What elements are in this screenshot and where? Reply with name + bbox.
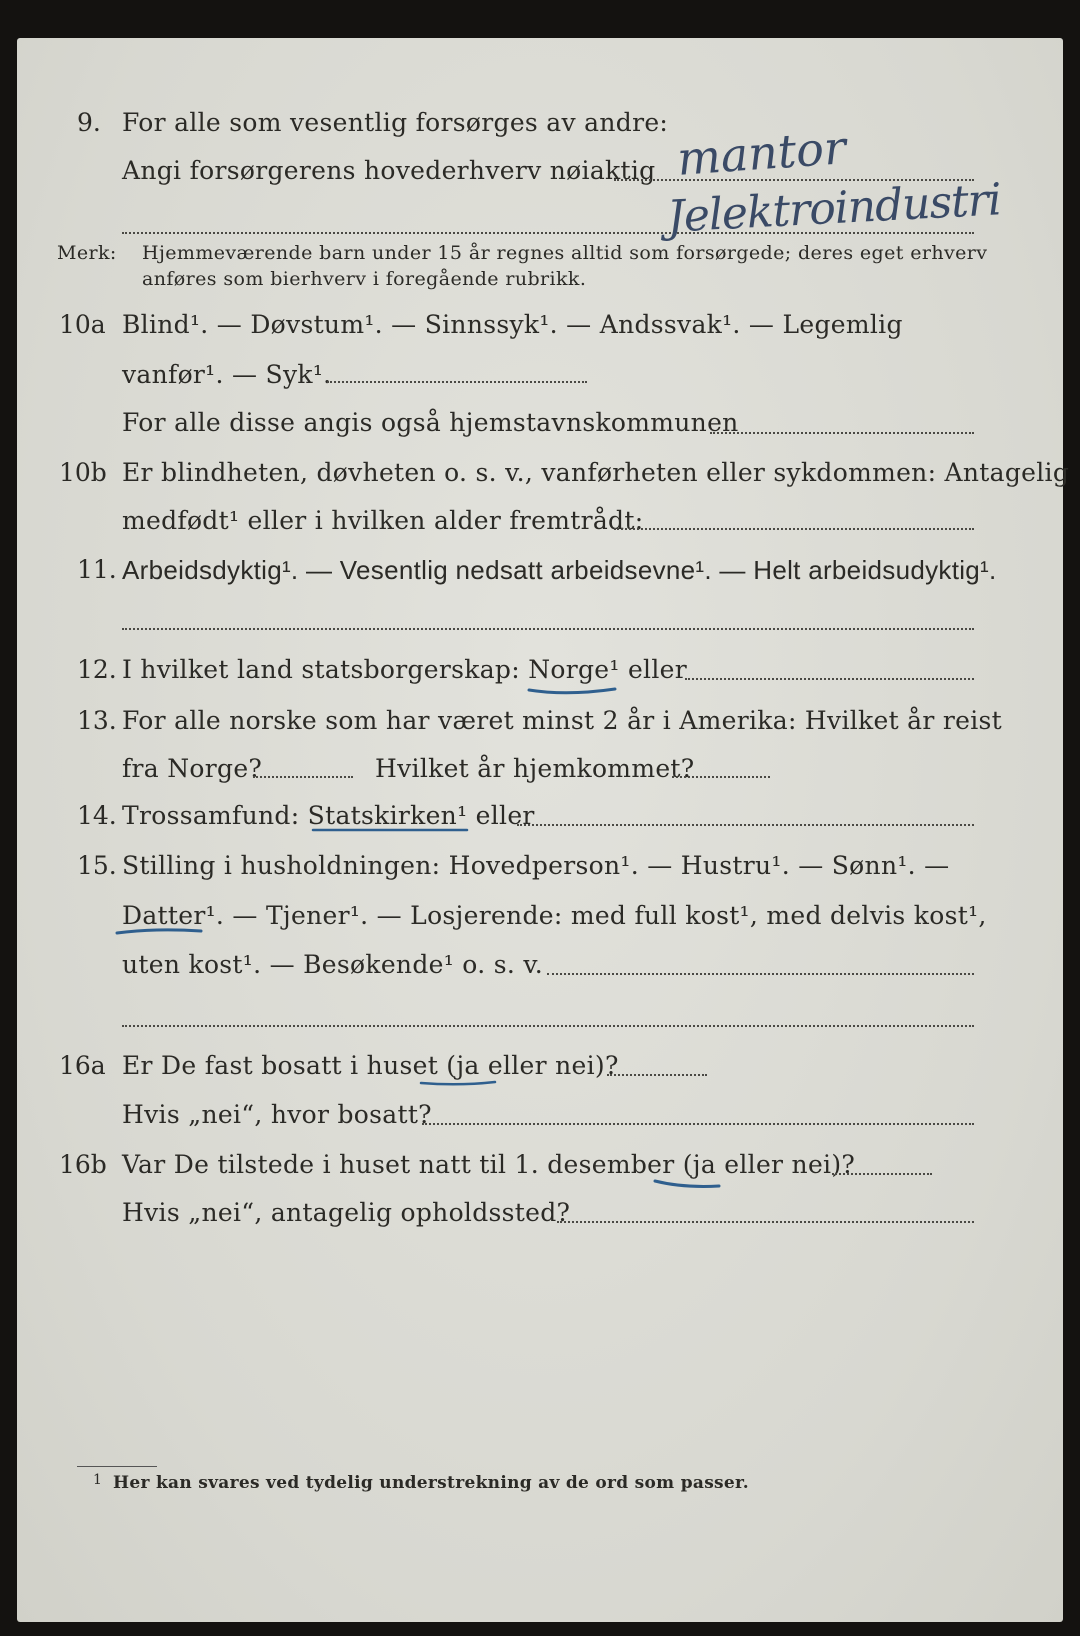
question-12-number: 12. bbox=[77, 655, 117, 684]
question-10a-number: 10a bbox=[59, 310, 106, 339]
question-13-number: 13. bbox=[77, 706, 117, 735]
question-15-line-1: Stilling i husholdningen: Hovedperson¹. — Hustru¹. — Sønn¹. — bbox=[122, 851, 950, 880]
question-13-line-2b: Hvilket år hjemkommet? bbox=[375, 754, 695, 783]
question-16a-line-1: Er De fast bosatt i huset (ja eller nei)? bbox=[122, 1051, 619, 1080]
handwritten-answer-9-line-2: Jelektroindustri bbox=[665, 174, 1003, 243]
question-16a-line-2: Hvis „nei“, hvor bosatt? bbox=[122, 1100, 432, 1129]
question-16b-line-1: Var De tilstede i huset natt til 1. desember (ja eller nei)? bbox=[122, 1150, 856, 1179]
question-13-departure-line bbox=[253, 776, 353, 778]
footnote-mark: 1 bbox=[93, 1472, 103, 1488]
question-9-line-1: For alle som vesentlig forsørges av andre: bbox=[122, 108, 669, 137]
question-12-answer-line bbox=[685, 678, 974, 680]
note-line-1: Hjemmeværende barn under 15 år regnes alltid som forsørgede; deres eget erhverv bbox=[142, 242, 988, 264]
question-16b-number: 16b bbox=[59, 1150, 107, 1179]
question-11-number: 11. bbox=[77, 555, 117, 584]
question-15-extra-line bbox=[122, 1025, 974, 1027]
question-10a-hometown-line bbox=[710, 432, 974, 434]
question-14-answer-line bbox=[517, 824, 974, 826]
note-label: Merk: bbox=[57, 242, 117, 264]
question-14-number: 14. bbox=[77, 801, 117, 830]
question-10b-line-1: Er blindheten, døvheten o. s. v., vanførheten eller sykdommen: Antagelig bbox=[122, 458, 1070, 487]
question-10a-line-3: For alle disse angis også hjemstavnskommunen bbox=[122, 408, 739, 437]
question-10a-answer-line bbox=[327, 381, 587, 383]
question-15-answer-line bbox=[547, 973, 974, 975]
question-9-number: 9. bbox=[77, 108, 101, 137]
question-16b-stay-line bbox=[557, 1221, 974, 1223]
question-10b-line-2: medfødt¹ eller i hvilken alder fremtrådt: bbox=[122, 506, 644, 535]
question-10b-number: 10b bbox=[59, 458, 107, 487]
question-16b-line-2: Hvis „nei“, antagelig opholdssted? bbox=[122, 1198, 571, 1227]
question-12-line-1: I hvilket land statsborgerskap: Norge¹ eller bbox=[122, 655, 687, 684]
underline-datter bbox=[115, 925, 205, 939]
question-15-line-2: Datter¹. — Tjener¹. — Losjerende: med full kost¹, med delvis kost¹, bbox=[122, 901, 987, 930]
question-14-line-1: Trossamfund: Statskirken¹ eller bbox=[122, 801, 535, 830]
underline-ja-16b bbox=[653, 1176, 723, 1192]
question-10a-line-2: vanfør¹. — Syk¹. bbox=[122, 360, 332, 389]
question-16a-residence-line bbox=[422, 1123, 974, 1125]
question-13-return-line bbox=[672, 776, 770, 778]
question-15-line-3: uten kost¹. — Besøkende¹ o. s. v. bbox=[122, 950, 544, 979]
question-11-line-1: Arbeidsdyktig¹. — Vesentlig nedsatt arbeidsevne¹. — Helt arbeidsudyktig¹. bbox=[122, 555, 997, 585]
question-13-line-2a: fra Norge? bbox=[122, 754, 263, 783]
census-form-page bbox=[17, 38, 1070, 1622]
footnote-text: Her kan svares ved tydelig understrekning av de ord som passer. bbox=[113, 1473, 749, 1493]
question-13-line-1: For alle norske som har været minst 2 år i Amerika: Hvilket år reist bbox=[122, 706, 1003, 735]
underline-norge bbox=[527, 684, 617, 698]
question-10a-line-1: Blind¹. — Døvstum¹. — Sinnssyk¹. — Andssvak¹. — Legemlig bbox=[122, 310, 903, 339]
question-10b-answer-line bbox=[614, 528, 974, 530]
question-11-answer-line bbox=[122, 628, 974, 630]
question-9-line-2: Angi forsørgerens hovederhverv nøiaktig bbox=[122, 156, 656, 185]
underline-statskirken bbox=[311, 824, 471, 836]
question-16a-number: 16a bbox=[59, 1051, 106, 1080]
question-16b-answer-line bbox=[832, 1173, 932, 1175]
note-line-2: anføres som bierhverv i foregående rubrikk. bbox=[142, 268, 587, 290]
handwritten-answer-9-line-1: mantor bbox=[675, 120, 848, 186]
question-16a-answer-line bbox=[607, 1074, 707, 1076]
footnote-rule bbox=[77, 1466, 157, 1467]
question-15-number: 15. bbox=[77, 851, 117, 880]
underline-ja-16a bbox=[419, 1078, 499, 1090]
